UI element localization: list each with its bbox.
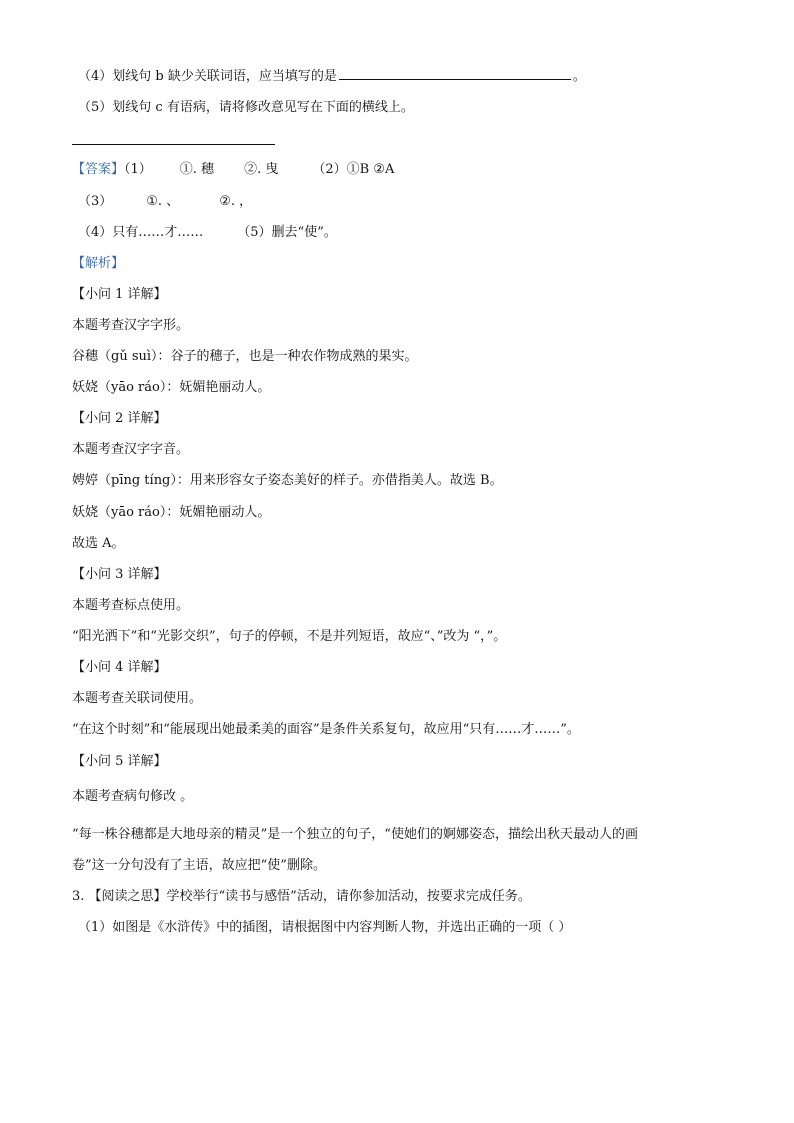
answer-line-2: [78, 194, 252, 210]
answer-3-prefix: （3）: [78, 194, 113, 209]
section-3-line: 本题考查标点使用。: [72, 598, 190, 613]
answer-5: （5）删去“使”。: [237, 225, 337, 240]
section-3-line: “阳光洒下”和“光影交织”，句子的停顿，不是并列短语，故应“、”改为 “，”。: [72, 629, 507, 644]
section-2-line: 娉婷（pīng tíng）：用来形容女子姿态美好的样子。亦借指美人。故选 B。: [72, 473, 503, 488]
answer-2: （2）①B ②A: [312, 162, 395, 177]
section-4-head: 【小问 4 详解】: [72, 660, 167, 675]
section-5-line: “每一株谷穗都是大地母亲的精灵”是一个独立的句子，“使她们的婀娜姿态，描绘出秋天最动人的画: [72, 827, 638, 842]
section-5-line: 本题考查病句修改 。: [72, 789, 194, 804]
answer-tag: 【答案】: [72, 162, 125, 177]
answer-4: （4）只有……才……: [78, 225, 204, 240]
section-1-line: 妖娆（yāo ráo）：妩媚艳丽动人。: [72, 380, 271, 395]
section-4-line: “在这个时刻”和“能展现出她最柔美的面容”是条件关系复句，故应用“只有……才……”。: [72, 722, 580, 737]
section-1-line: 谷穗（gǔ suì）：谷子的穗子，也是一种农作物成熟的果实。: [72, 349, 418, 364]
answer-line[interactable]: [72, 144, 275, 145]
section-5-line: 卷”这一分句没有了主语，故应把“使”删除。: [72, 858, 326, 873]
section-2-line: 妖娆（yāo ráo）：妩媚艳丽动人。: [72, 505, 271, 520]
section-3-head: 【小问 3 详解】: [72, 567, 167, 582]
question-4: [78, 67, 586, 85]
question-3-title: 3. 【阅读之思】学校举行“读书与感悟”活动，请你参加活动，按要求完成任务。: [72, 889, 531, 904]
answer-1-prefix: （1）: [124, 162, 152, 177]
answer-3-b: ②. ，: [219, 194, 253, 209]
section-4-line: 本题考查关联词使用。: [72, 691, 203, 706]
answer-line-1: [72, 162, 394, 178]
question-5: （5）划线句 c 有语病，请将修改意见写在下面的横线上。: [78, 100, 414, 115]
question-4-text: （4）划线句 b 缺少关联词语，应当填写的是: [78, 69, 337, 84]
question-4-end: 。: [572, 69, 586, 84]
analysis-tag: 【解析】: [72, 256, 125, 271]
answer-3-a: ①. 、: [146, 194, 180, 209]
section-2-line: 本题考查汉字字音。: [72, 442, 190, 457]
section-1-line: 本题考查汉字字形。: [72, 318, 190, 333]
section-2-head: 【小问 2 详解】: [72, 411, 167, 426]
answer-blank[interactable]: [339, 67, 571, 80]
question-3-1: （1）如图是《水浒传》中的插图，请根据图中内容判断人物，并选出正确的一项（ ）: [78, 920, 572, 935]
section-2-line: 故选 A。: [72, 536, 125, 551]
section-1-head: 【小问 1 详解】: [72, 287, 167, 302]
answer-1-a: ①. 穗: [179, 162, 215, 177]
section-5-head: 【小问 5 详解】: [72, 754, 167, 769]
answer-line-3: [78, 225, 337, 241]
answer-1-b: ②. 曳: [244, 162, 279, 177]
